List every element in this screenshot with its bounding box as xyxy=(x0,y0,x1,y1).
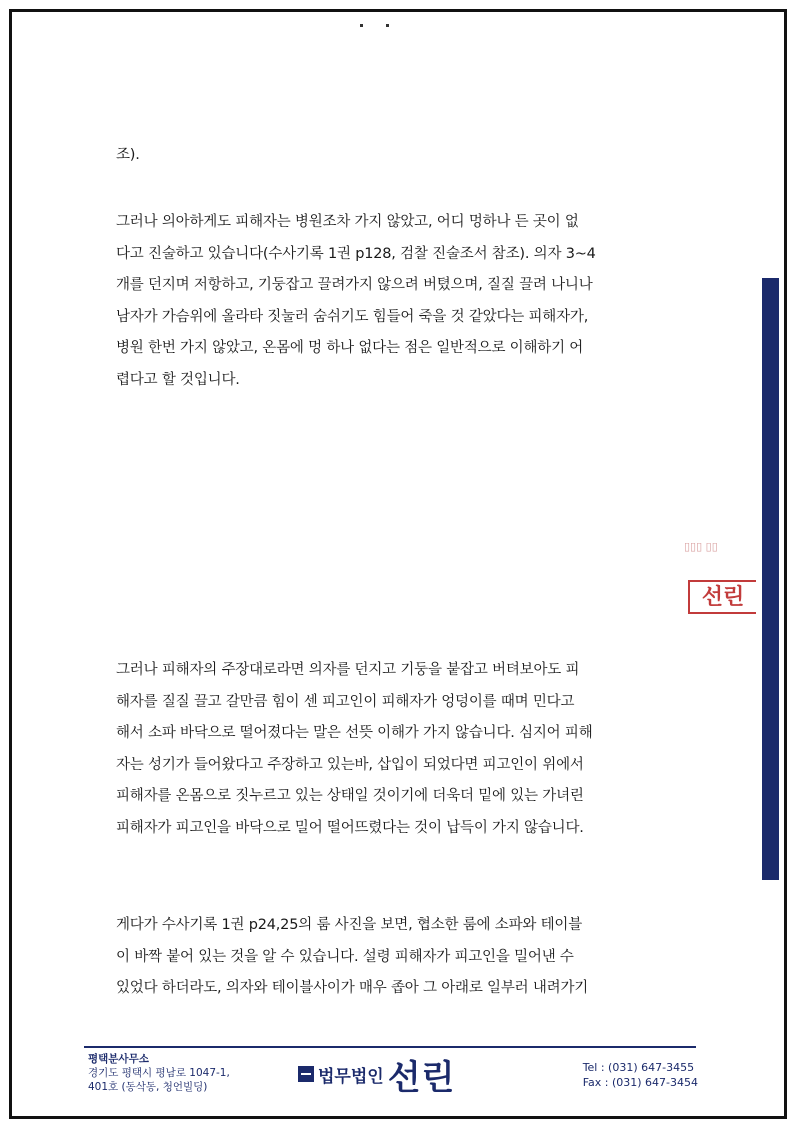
paragraph-3 xyxy=(116,655,696,845)
tel-number: Tel : (031) 647-3455 xyxy=(582,1061,695,1074)
footer-divider xyxy=(84,1046,696,1048)
text-line: 렵다고 할 것입니다. xyxy=(116,371,240,388)
paragraph-2 xyxy=(116,207,696,397)
address-line-2: 401호 (동삭동, 청언빌딩) xyxy=(88,1081,208,1093)
contact-block xyxy=(583,1060,698,1090)
text-line: 병원 한번 가지 않았고, 온몸에 멍 하나 없다는 점은 일반적으로 이해하기 어 xyxy=(116,340,584,357)
text-line: 다고 진술하고 있습니다(수사기록 1권 p128, 검찰 진술조서 참조). 의자 3~4 xyxy=(116,245,596,262)
text-line: 피해자를 온몸으로 짓누르고 있는 상태일 것이기에 더욱더 밑에 있는 가녀린 xyxy=(116,788,584,805)
seal-stamp xyxy=(676,520,762,620)
text-line: 그러나 피해자의 주장대로라면 의자를 던지고 기둥을 붙잡고 버텨보아도 피 xyxy=(116,662,580,678)
text-line: 피해자가 피고인을 바닥으로 밀어 떨어뜨렸다는 것이 납득이 가지 않습니다. xyxy=(116,819,584,836)
scan-mark xyxy=(360,24,363,27)
firm-prefix: 법무법인 xyxy=(318,1066,384,1087)
letterhead-footer xyxy=(88,1052,698,1098)
text-line: 자는 성기가 들어왔다고 주장하고 있는바, 삽입이 되었다면 피고인이 위에서 xyxy=(116,756,584,773)
address-line-1: 경기도 평택시 평남로 1047-1, xyxy=(88,1067,230,1079)
text-line: 이 바짝 붙어 있는 것을 알 수 있습니다. 설령 피해자가 피고인을 밀어낸 수 xyxy=(116,948,574,965)
firm-name: 선린 xyxy=(387,1057,456,1098)
text-line: 해자를 질질 끌고 갈만큼 힘이 센 피고인이 피해자가 엉덩이를 때며 민다고 xyxy=(116,693,575,710)
text-line: 게다가 수사기록 1권 p24,25의 룸 사진을 보면, 협소한 룸에 소파와 테이블 xyxy=(116,917,583,933)
office-address-block xyxy=(88,1052,230,1094)
office-name: 평택분사무소 xyxy=(88,1053,149,1065)
paragraph-1 xyxy=(116,140,696,172)
text-line: 그러나 의아하게도 피해자는 병원조차 가지 않았고, 어디 멍하나 든 곳이 없 xyxy=(116,214,579,230)
fax-number: Fax : (031) 647-3454 xyxy=(582,1076,698,1089)
text-line: 개를 던지며 저항하고, 기둥잡고 끌려가지 않으려 버텼으며, 질질 끌려 나니나 xyxy=(116,277,593,294)
text-line: 남자가 가슴위에 올라타 짓눌러 숨쉬기도 힘들어 죽을 것 같았다는 피해자가, xyxy=(116,308,589,325)
text-line: 해서 소파 바닥으로 떨어졌다는 말은 선뜻 이해가 가지 않습니다. 심지어 피해 xyxy=(116,725,593,742)
seal-text: 선린 xyxy=(688,580,756,614)
scan-mark xyxy=(386,24,389,27)
text-line: 있었다 하더라도, 의자와 테이블사이가 매우 좁아 그 아래로 일부러 내려가기 xyxy=(116,980,589,997)
firm-logo-icon xyxy=(298,1066,314,1082)
text-line: 조). xyxy=(116,147,140,163)
side-bar xyxy=(762,278,779,880)
firm-logo xyxy=(298,1052,455,1096)
seal-faint-impression: ▯▯▯ ▯▯ xyxy=(684,540,718,553)
paragraph-4 xyxy=(116,910,696,1005)
